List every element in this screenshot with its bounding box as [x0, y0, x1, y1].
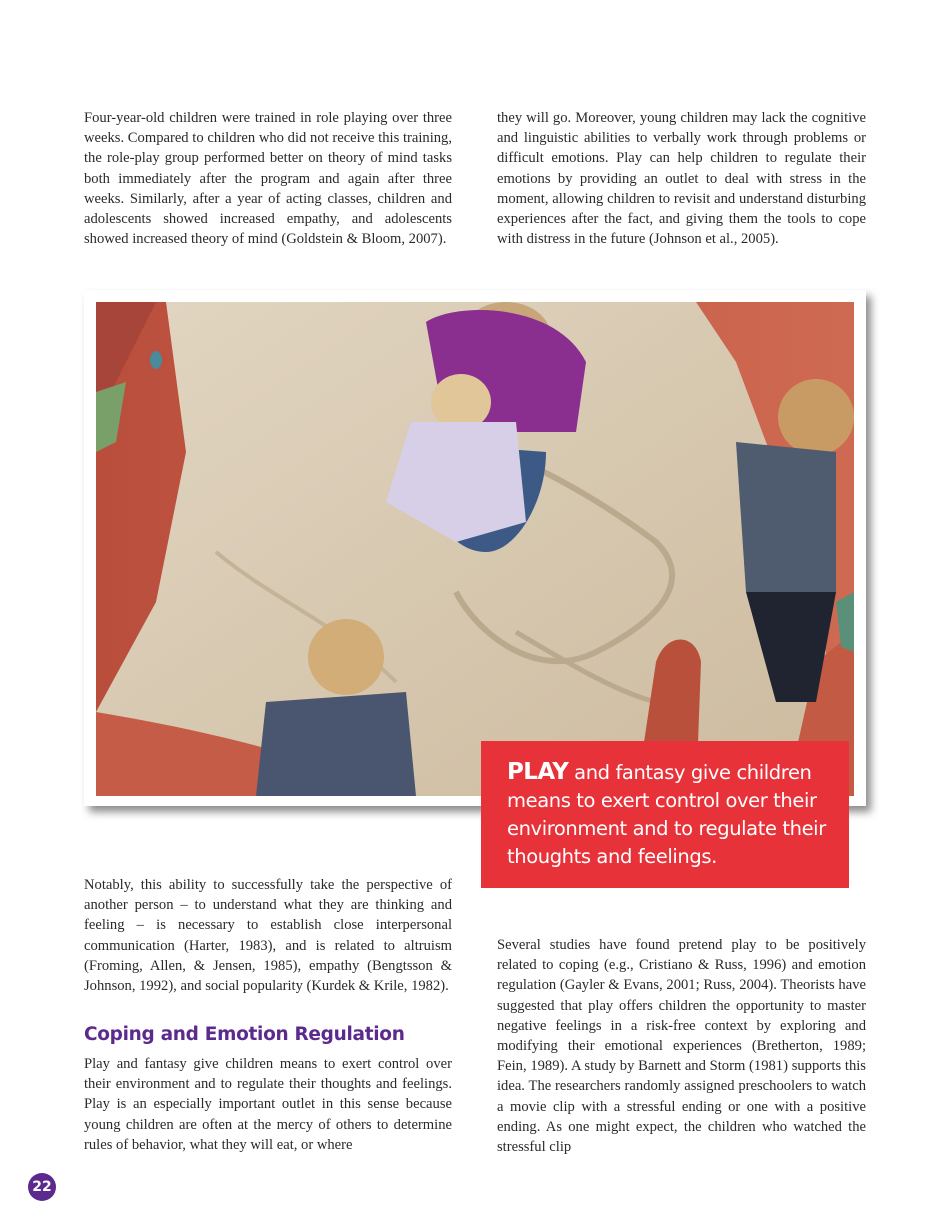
paragraph-young-children: they will go. Moreover, young children may lack the cognitive and linguistic abilities to verbally work through problems or difficult emotions. Play can help children to regulate their emotions by providing an outlet to deal with stress in the moment, allowing children to revisit and understand disturbing experiences after the fact, and giving them the tools to cope with distress in the future (Johnson et al., 2005). [497, 110, 866, 248]
pull-quote-lead: PLAY [507, 759, 569, 785]
paragraph-role-play: Four-year-old children were trained in role playing over three weeks. Compared to children who did not receive this training, the role-play group performed better on theory of mind tasks both immediately after the program and again after three weeks. Similarly, after a year of acting classes, children and adolescents showed increased empathy, and adolescents showed increased theory of mind (Goldstein & Bloom, 2007). [84, 110, 452, 248]
baby-head [431, 374, 491, 430]
paragraph-studies: Several studies have found pretend play to be positively related to coping (e.g., Cristiano & Russ, 1996) and emotion regulation (Gayler & Evans, 2001; Russ, 2004). Theorists have suggested that play offers children the opportunity to master negative feelings in a risk-free context by exploring and modifying their emotional experiences (Bretherton, 1989; Fein, 1989). A study by Barnett and Storm (1981) supports this idea. The researchers randomly assigned preschoolers to watch a movie clip with a stressful ending or one with a positive ending. As one might expect, the children who watched the stressful clip [497, 937, 866, 1156]
pull-quote-text: and fantasy give children means to exert control over their environment and to regulate their thoughts and feelings. [507, 761, 826, 868]
boy-bottom-shirt [256, 692, 416, 796]
paragraph-perspective: Notably, this ability to successfully take the perspective of another person – to understand what they are thinking and feeling – is necessary to establish close interpersonal communication (Harter, 1983), and is related to altruism (Froming, Allen, & Jensen, 1985), empathy (Bengtsson & Johnson, 1992), and social popularity (Kurdek & Krile, 1982). [84, 877, 452, 995]
boy-bottom-head [308, 619, 384, 695]
mosaic-tile [150, 351, 162, 369]
paragraph-coping: Play and fantasy give children means to exert control over their environment and to regulate their thoughts and feelings. Play is an especially important outlet in this sense because young children are often at the mercy of others to determine rules of behavior, what they will eat, or where [84, 1056, 452, 1153]
pull-quote-callout [481, 741, 849, 888]
boy-right-head [778, 379, 854, 455]
page-number-badge: 22 [28, 1173, 56, 1201]
photo-frame [84, 290, 866, 806]
sandbox-play-photo [96, 302, 854, 796]
boy-right-shirt [736, 442, 836, 592]
section-heading: Coping and Emotion Regulation [84, 1024, 405, 1045]
